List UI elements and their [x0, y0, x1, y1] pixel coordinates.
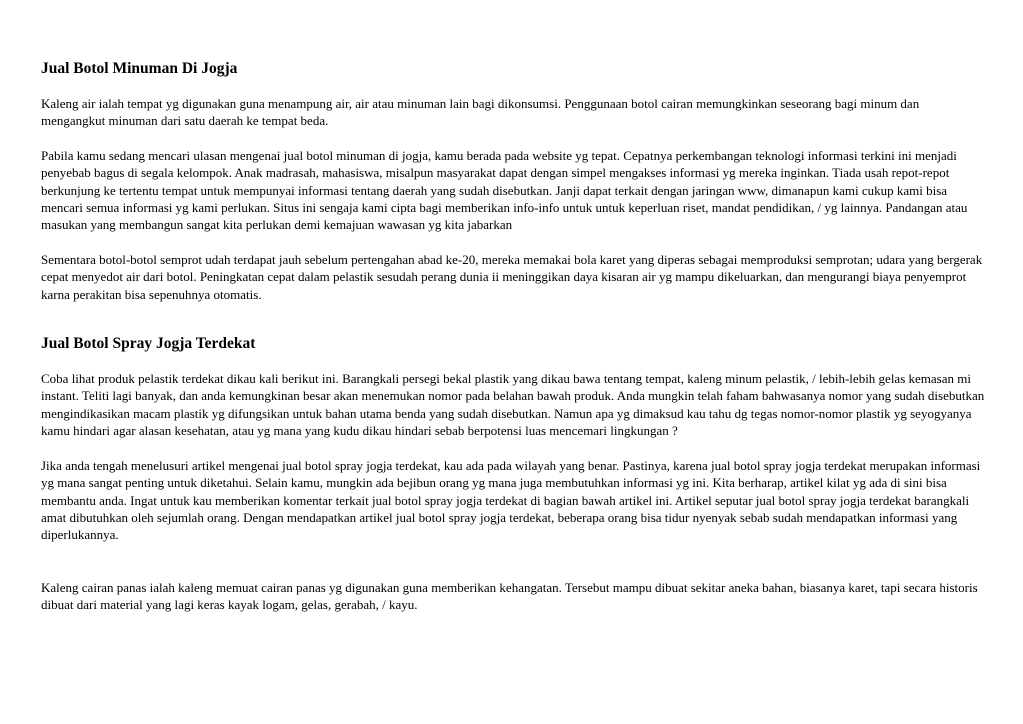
section-heading-botol-minuman: Jual Botol Minuman Di Jogja [41, 60, 238, 77]
section-heading-botol-spray: Jual Botol Spray Jogja Terdekat [41, 335, 256, 353]
paragraph-kaleng-panas: Kaleng cairan panas ialah kaleng memuat cairan panas yg digunakan guna memberikan kehangatan. Tersebut mampu dibuat sekitar aneka bahan, biasanya karet, tapi secara historis dibuat dari material yang lagi keras kayak logam, gelas, gerabah, / kayu. [41, 579, 978, 613]
paragraph-website: Pabila kamu sedang mencari ulasan mengenai jual botol minuman di jogja, kamu berada pada website yg tepat. Cepatnya perkembangan teknologi informasi terkini ini menjadi penyebab bagus di segala kelompok. Anak madrasah, mahasiswa, misalpun masyarakat dapat dengan simpel mengakses informasi yg mereka inginkan. Tiada usah repot-repot berkunjung ke tertentu tempat untuk mempunyai informasi tentang daerah yang sudah disebutkan. Janji dapat terkait dengan jaringan www, dimanapun kami cukup kami bisa mencari semua informasi yg kami perlukan. Situs ini sengaja kami cipta bagi memberikan info-info untuk untuk keperluan riset, mandat pendidikan, / yg lainnya. Pandangan atau masukan yang membangun sangat kita perlukan demi kemajuan wawasan yg kita jabarkan [41, 147, 968, 233]
paragraph-produk-plastik: Coba lihat produk pelastik terdekat dikau kali berikut ini. Barangkali persegi bekal plastik yang dikau bawa tentang tempat, kaleng minum pelastik, / lebih-lebih gelas kemasan mi instant. Teliti lagi banyak, dan anda kemungkinan besar akan menemukan nomor pada belahan bawah produk. Anda mungkin telah faham bahwasanya nomor yang sudah disebutkan mengindikasikan macam plastik yg difungsikan untuk bahan utama benda yang sudah disebutkan. Namun apa yg dimaksud kau tahu dg tegas nomor-nomor plastik yg seyogyanya kamu hindari agar alasan kesehatan, atau yg mana yang kudu dikau hindari sebab berpotensi luas mencemari lingkungan ? [41, 371, 985, 439]
paragraph-artikel: Jika anda tengah menelusuri artikel mengenai jual botol spray jogja terdekat, kau ada pada wilayah yang benar. Pastinya, karena jual botol spray jogja terdekat merupakan informasi yg mana sangat penting untuk diketahui. Selain kamu, mungkin ada bejibun orang yg mana juga membutuhkan informasi yg ini. Kita berharap, artikel kilat yg ada di sini bisa membantu anda. Ingat untuk kau memberikan komentar terkait jual botol spray jogja terdekat di bagian bawah artikel ini. Artikel seputar jual botol spray jogja terdekat barangkali amat dibutuhkan oleh sejumlah orang. Dengan mendapatkan artikel jual botol spray jogja terdekat, beberapa orang bisa tidur nyenyak sebab sudah mendapatkan informasi yang diperlukannya. [41, 457, 981, 543]
paragraph-intro: Kaleng air ialah tempat yg digunakan guna menampung air, air atau minuman lain bagi dikonsumsi. Penggunaan botol cairan memungkinkan seseorang bagi minum dan mengangkut minuman dari satu daerah ke tempat beda. [41, 96, 920, 129]
document-page [41, 58, 985, 614]
paragraph-botol-semprot: Sementara botol-botol semprot udah terdapat jauh sebelum pertengahan abad ke-20, mereka memakai bola karet yang diperas sebagai memproduksi semprotan; udara yang bergerak cepat menyedot air dari botol. Peningkatan cepat dalam pelastik sesudah perang dunia ii meninggikan daya kisaran air yg mampu dikeluarkan, dan mengurangi biaya penyemprot karna perakitan bisa sepenuhnya otomatis. [41, 251, 983, 302]
